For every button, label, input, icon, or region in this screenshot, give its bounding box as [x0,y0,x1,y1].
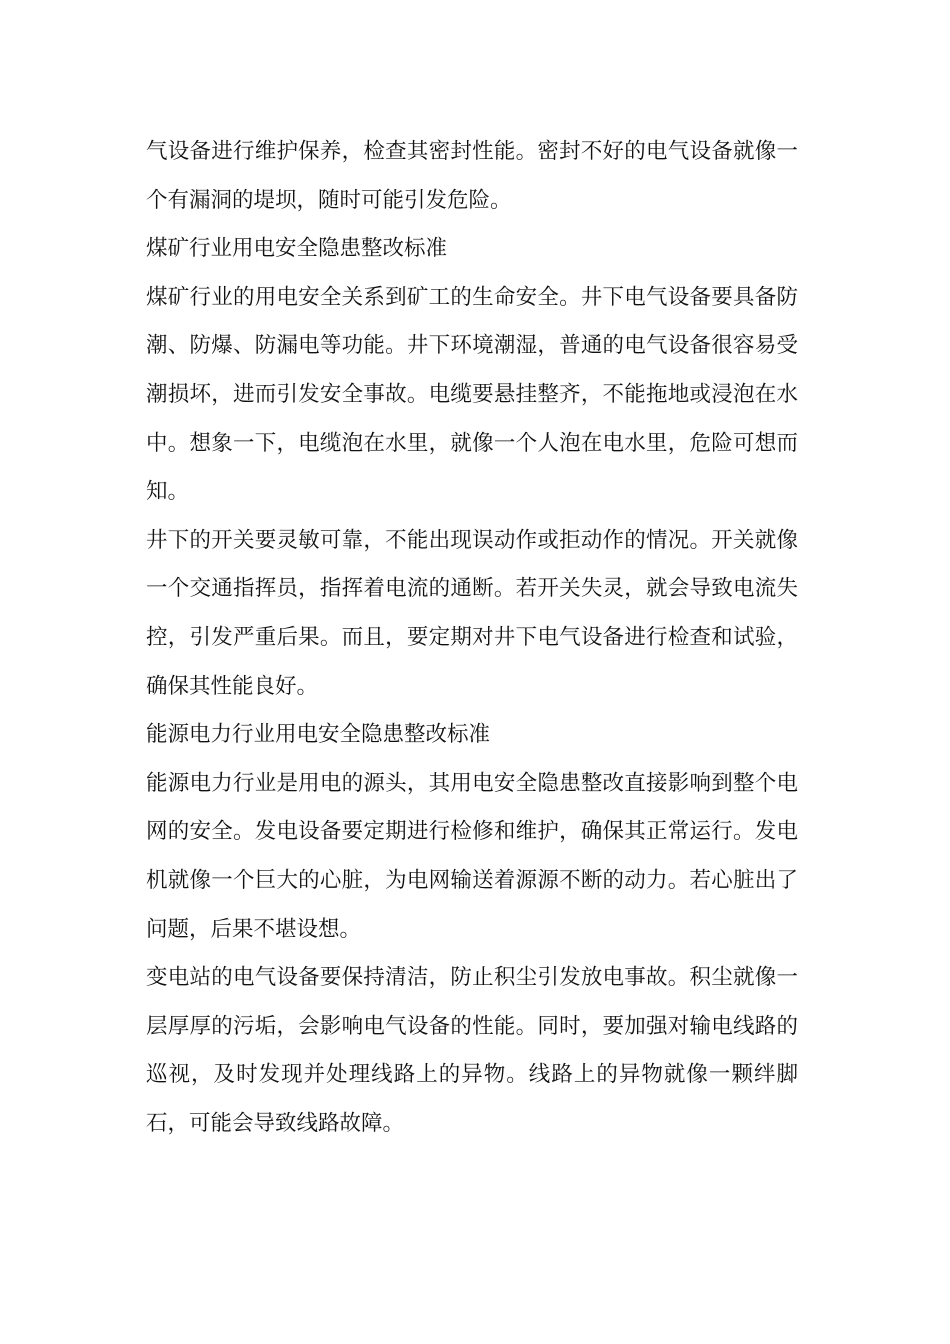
heading-coal-mining: 煤矿行业用电安全隐患整改标准 [146,236,448,262]
paragraph-substation: 变电站的电气设备要保持清洁，防止积尘引发放电事故。积尘就像一层厚厚的污垢，会影响电气设备的性能。同时，要加强对输电线路的巡视，及时发现并处理线路上的异物。线路上的异物就像一颗绊脚石，可能会导致线路故障。 [146,965,798,1136]
paragraph-electrical-sealing: 气设备进行维护保养，检查其密封性能。密封不好的电气设备就像一个有漏洞的堤坝，随时可能引发危险。 [146,139,798,213]
heading-energy-power: 能源电力行业用电安全隐患整改标准 [146,722,491,748]
paragraph-underground-switches: 井下的开关要灵敏可靠，不能出现误动作或拒动作的情况。开关就像一个交通指挥员，指挥着电流的通断。若开关失灵，就会导致电流失控，引发严重后果。而且，要定期对井下电气设备进行检查和试验，确保其性能良好。 [146,527,798,699]
paragraph-coal-mining-safety: 煤矿行业的用电安全关系到矿工的生命安全。井下电气设备要具备防潮、防爆、防漏电等功能。井下环境潮湿，普通的电气设备很容易受潮损坏，进而引发安全事故。电缆要悬挂整齐，不能拖地或浸泡在水中。想象一下，电缆泡在水里，就像一个人泡在电水里，危险可想而知。 [146,284,798,505]
paragraph-power-generation: 能源电力行业是用电的源头，其用电安全隐患整改直接影响到整个电网的安全。发电设备要定期进行检修和维护，确保其正常运行。发电机就像一个巨大的心脏，为电网输送着源源不断的动力。若心脏出了问题，后果不堪设想。 [146,770,798,942]
document-body [146,128,798,1148]
